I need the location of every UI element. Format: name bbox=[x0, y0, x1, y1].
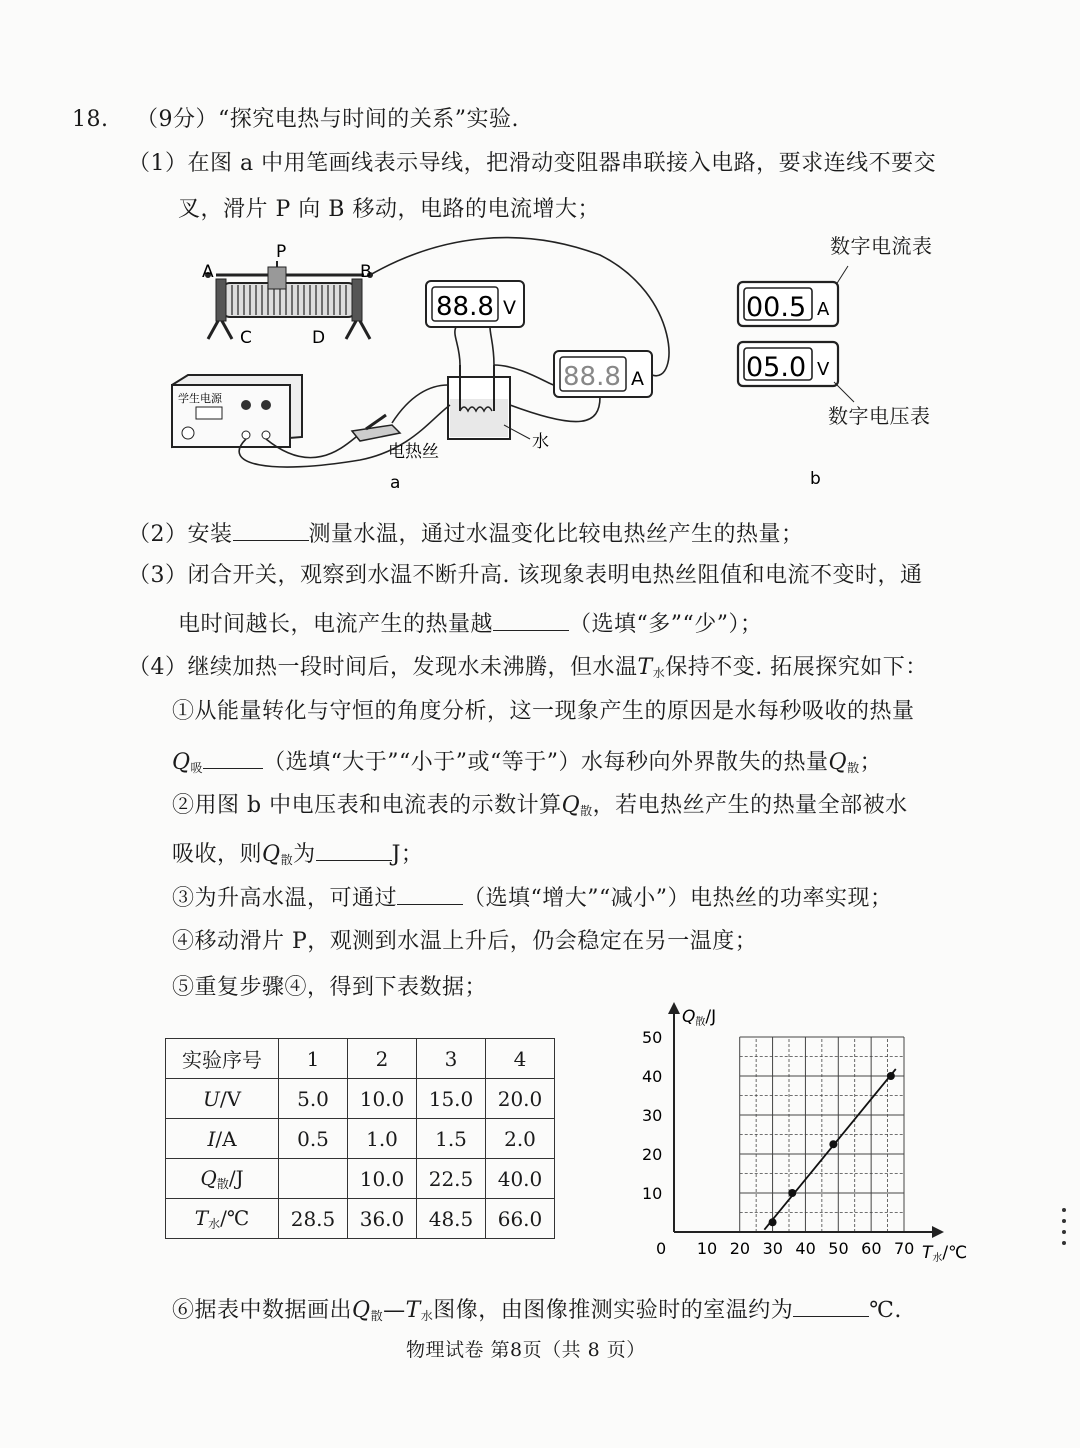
beaker bbox=[448, 365, 510, 439]
q-dis-sub: 散 bbox=[370, 1309, 384, 1323]
x-tick-label: 30 bbox=[762, 1239, 783, 1258]
x-tick-label: 60 bbox=[861, 1239, 882, 1258]
x-label-sym: T bbox=[922, 1243, 933, 1263]
figure-b-voltmeter-unit: V bbox=[817, 359, 830, 380]
q-dis-sub: 散 bbox=[280, 853, 294, 867]
question-score: （9分） bbox=[136, 107, 218, 132]
table-cell: 1.0 bbox=[348, 1119, 417, 1159]
ammeter-a-unit: A bbox=[631, 368, 644, 390]
part1-line1: （1）在图 a 中用笔画线表示导线，把滑动变阻器串联接入电路，要求连线不要交 bbox=[128, 151, 937, 176]
x-tick-label: 20 bbox=[729, 1239, 751, 1258]
table-cell: 10.0 bbox=[348, 1079, 417, 1119]
table-cell: 66.0 bbox=[486, 1199, 555, 1239]
q-symbol: Q bbox=[828, 750, 848, 775]
figure-b-caption: b bbox=[810, 469, 821, 489]
table-row bbox=[166, 1119, 555, 1159]
row-label-sym: Q bbox=[200, 1165, 217, 1190]
row-label bbox=[166, 1119, 279, 1159]
part4-s6-after: ℃. bbox=[869, 1298, 902, 1323]
data-point bbox=[769, 1218, 777, 1226]
table-cell: 10.0 bbox=[348, 1159, 417, 1199]
part4-s3-before: ③为升高水温，可通过 bbox=[172, 886, 398, 911]
row-label-unit: /V bbox=[219, 1086, 242, 1111]
dash: — bbox=[383, 1298, 406, 1323]
power-supply bbox=[172, 375, 302, 447]
table-header-label: 实验序号 bbox=[166, 1039, 279, 1079]
q-dis-sub: 散 bbox=[847, 761, 860, 775]
part3-line2-before: 电时间越长，电流产生的热量越 bbox=[178, 612, 494, 637]
table-cell: 20.0 bbox=[486, 1079, 555, 1119]
table-header-cell: 1 bbox=[279, 1039, 348, 1079]
rheostat bbox=[205, 261, 373, 339]
table-cell: 28.5 bbox=[279, 1199, 348, 1239]
y-tick-label: 10 bbox=[642, 1184, 663, 1203]
table-header-cell: 2 bbox=[348, 1039, 417, 1079]
part4-s1-end: ； bbox=[859, 750, 883, 775]
x-tick-label: 50 bbox=[828, 1239, 849, 1258]
part4-s3-blank[interactable] bbox=[397, 882, 463, 905]
part4-s2-line2 bbox=[172, 838, 423, 874]
part4-s2-after: ，若电热丝产生的热量全部被水 bbox=[592, 793, 908, 818]
q-symbol: Q bbox=[561, 793, 581, 818]
chart-grid bbox=[740, 1037, 904, 1232]
part4-s4: ④移动滑片 P，观测到水温上升后，仍会稳定在另一温度； bbox=[172, 929, 758, 954]
part2-before: （2）安装 bbox=[128, 522, 233, 547]
label-d: D bbox=[312, 328, 326, 348]
part4-s2-blank[interactable] bbox=[316, 838, 392, 861]
table-cell: 5.0 bbox=[279, 1079, 348, 1119]
part2-line bbox=[128, 518, 804, 549]
figure-b-meters bbox=[730, 262, 970, 492]
page-footer: 物理试卷 第8页（共 8 页） bbox=[406, 1339, 646, 1361]
q-symbol: Q bbox=[262, 842, 281, 867]
x-tick-label: 40 bbox=[795, 1239, 816, 1258]
t-symbol: T bbox=[637, 655, 653, 680]
table-cell-empty[interactable] bbox=[279, 1159, 348, 1199]
part4-s2-line2-after: J； bbox=[391, 842, 424, 867]
part4-s2-before: ②用图 b 中电压表和电流表的示数计算 bbox=[172, 793, 562, 818]
y-axis-arrow bbox=[668, 1002, 680, 1014]
x-label-sub: 水 bbox=[932, 1253, 943, 1264]
row-label bbox=[166, 1199, 279, 1239]
figure-b-voltmeter-title: 数字电压表 bbox=[828, 404, 931, 428]
table-cell: 36.0 bbox=[348, 1199, 417, 1239]
row-label-sym: T bbox=[194, 1205, 209, 1230]
q-dis-sub: 散 bbox=[580, 804, 593, 818]
part4-s5: ⑤重复步骤④，得到下表数据； bbox=[172, 975, 488, 1000]
part4-s6-mid: 图像，由图像推测实验时的室温约为 bbox=[433, 1298, 794, 1323]
y-label-sym: Q bbox=[682, 1007, 696, 1027]
q-vs-t-chart bbox=[630, 1000, 990, 1270]
row-label-unit: /J bbox=[228, 1165, 244, 1190]
ammeter-a-display: 88.8 bbox=[563, 362, 621, 392]
label-p: P bbox=[276, 242, 287, 262]
data-point bbox=[887, 1072, 895, 1080]
figure-b-ammeter-title: 数字电流表 bbox=[830, 234, 933, 258]
data-point bbox=[829, 1140, 837, 1148]
x-axis-arrow bbox=[932, 1226, 944, 1238]
x-tick-label: 70 bbox=[894, 1239, 915, 1258]
x-label-unit: /℃ bbox=[942, 1243, 968, 1263]
q-symbol: Q bbox=[172, 750, 191, 775]
part4-line1 bbox=[128, 654, 928, 687]
figure-a-circuit bbox=[160, 235, 680, 495]
table-row bbox=[166, 1079, 555, 1119]
row-label-sym: U bbox=[202, 1086, 220, 1111]
question-number: 18. bbox=[72, 107, 109, 132]
table-cell: 1.5 bbox=[417, 1119, 486, 1159]
x-tick-label: 0 bbox=[656, 1239, 667, 1258]
part3-line1: （3）闭合开关，观察到水温不断升高. 该现象表明电热丝阻值和电流不变时，通 bbox=[128, 563, 923, 588]
q-symbol: Q bbox=[352, 1298, 371, 1323]
table-header-row bbox=[166, 1039, 555, 1079]
part3-blank[interactable] bbox=[493, 608, 569, 631]
fit-line bbox=[764, 1069, 895, 1230]
part4-s6 bbox=[172, 1294, 902, 1330]
data-point bbox=[788, 1189, 796, 1197]
part4-s6-before: ⑥据表中数据画出 bbox=[172, 1298, 353, 1323]
q-abs-sub: 吸 bbox=[190, 761, 204, 775]
part3-line2-after: （选填“多”“少”）； bbox=[569, 612, 763, 637]
heater-label: 电热丝 bbox=[388, 442, 439, 462]
y-label-sub: 散 bbox=[695, 1017, 706, 1028]
table-cell: 0.5 bbox=[279, 1119, 348, 1159]
part4-s3 bbox=[172, 882, 893, 913]
more-options-icon[interactable] bbox=[1062, 1208, 1066, 1252]
chart-marks bbox=[764, 1069, 895, 1230]
part1-line2: 叉，滑片 P 向 B 移动，电路的电流增大； bbox=[178, 197, 600, 222]
figure-b-ammeter-unit: A bbox=[817, 299, 830, 320]
table-cell: 48.5 bbox=[417, 1199, 486, 1239]
part3-line2 bbox=[178, 608, 763, 639]
water-label: 水 bbox=[532, 432, 549, 452]
x-tick-label: 10 bbox=[696, 1239, 718, 1258]
row-label bbox=[166, 1079, 279, 1119]
y-label-unit: /J bbox=[705, 1007, 717, 1027]
part4-line1-before: （4）继续加热一段时间后，发现水未沸腾，但水温 bbox=[128, 655, 638, 680]
table-cell: 40.0 bbox=[486, 1159, 555, 1199]
figure-a-caption: a bbox=[390, 473, 401, 493]
part4-s1-mid: （选填“大于”“小于”或“等于”）水每秒向外界散失的热量 bbox=[263, 750, 829, 775]
table-cell: 22.5 bbox=[417, 1159, 486, 1199]
x-axis-label bbox=[922, 1243, 967, 1264]
part4-s2-line2-mid: 为 bbox=[293, 842, 316, 867]
row-label bbox=[166, 1159, 279, 1199]
part2-blank[interactable] bbox=[233, 518, 309, 541]
part4-s2-line1 bbox=[172, 792, 908, 825]
figure-b-voltmeter-display: 05.0 bbox=[746, 352, 807, 383]
power-supply-label: 学生电源 bbox=[178, 392, 222, 405]
voltmeter-a-display: 88.8 bbox=[436, 292, 494, 322]
part4-s6-blank[interactable] bbox=[793, 1294, 869, 1317]
voltmeter-a-unit: V bbox=[503, 297, 516, 319]
switch bbox=[352, 415, 400, 441]
question-title: “探究电热与时间的关系”实验. bbox=[218, 107, 519, 132]
part4-s3-after: （选填“增大”“减小”）电热丝的功率实现； bbox=[463, 886, 893, 911]
row-label-unit: /A bbox=[215, 1126, 237, 1151]
table-row bbox=[166, 1159, 555, 1199]
part4-s1-line2 bbox=[172, 746, 882, 782]
y-tick-label: 40 bbox=[642, 1067, 663, 1086]
part4-line1-after: 保持不变. 拓展探究如下： bbox=[665, 655, 928, 680]
table-header-cell: 4 bbox=[486, 1039, 555, 1079]
row-label-unit: /℃ bbox=[220, 1205, 250, 1230]
part4-s2-line2-before: 吸收，则 bbox=[172, 842, 263, 867]
data-table bbox=[165, 1038, 555, 1239]
table-header-cell: 3 bbox=[417, 1039, 486, 1079]
y-tick-label: 30 bbox=[642, 1106, 663, 1125]
y-tick-label: 50 bbox=[642, 1028, 663, 1047]
t-sub: 水 bbox=[420, 1309, 434, 1323]
label-b: B bbox=[360, 262, 372, 282]
row-label-sub: 水 bbox=[208, 1216, 221, 1231]
label-c: C bbox=[240, 328, 252, 348]
chart-ticks bbox=[642, 1028, 914, 1258]
question-header bbox=[72, 106, 519, 134]
row-label-sub: 散 bbox=[216, 1176, 229, 1191]
t-symbol: T bbox=[405, 1298, 421, 1323]
table-cell: 2.0 bbox=[486, 1119, 555, 1159]
table-row bbox=[166, 1199, 555, 1239]
t-sub: 水 bbox=[652, 666, 666, 680]
figure-b-ammeter-display: 00.5 bbox=[746, 292, 807, 323]
row-label-sym: I bbox=[207, 1126, 216, 1151]
y-tick-label: 20 bbox=[642, 1145, 663, 1164]
part4-s1-blank[interactable] bbox=[203, 746, 263, 769]
table-cell: 15.0 bbox=[417, 1079, 486, 1119]
y-axis-label bbox=[682, 1007, 716, 1028]
label-a: A bbox=[202, 262, 214, 282]
part4-s1-line1: ①从能量转化与守恒的角度分析，这一现象产生的原因是水每秒吸收的热量 bbox=[172, 699, 915, 724]
part2-after: 测量水温，通过水温变化比较电热丝产生的热量； bbox=[308, 522, 804, 547]
